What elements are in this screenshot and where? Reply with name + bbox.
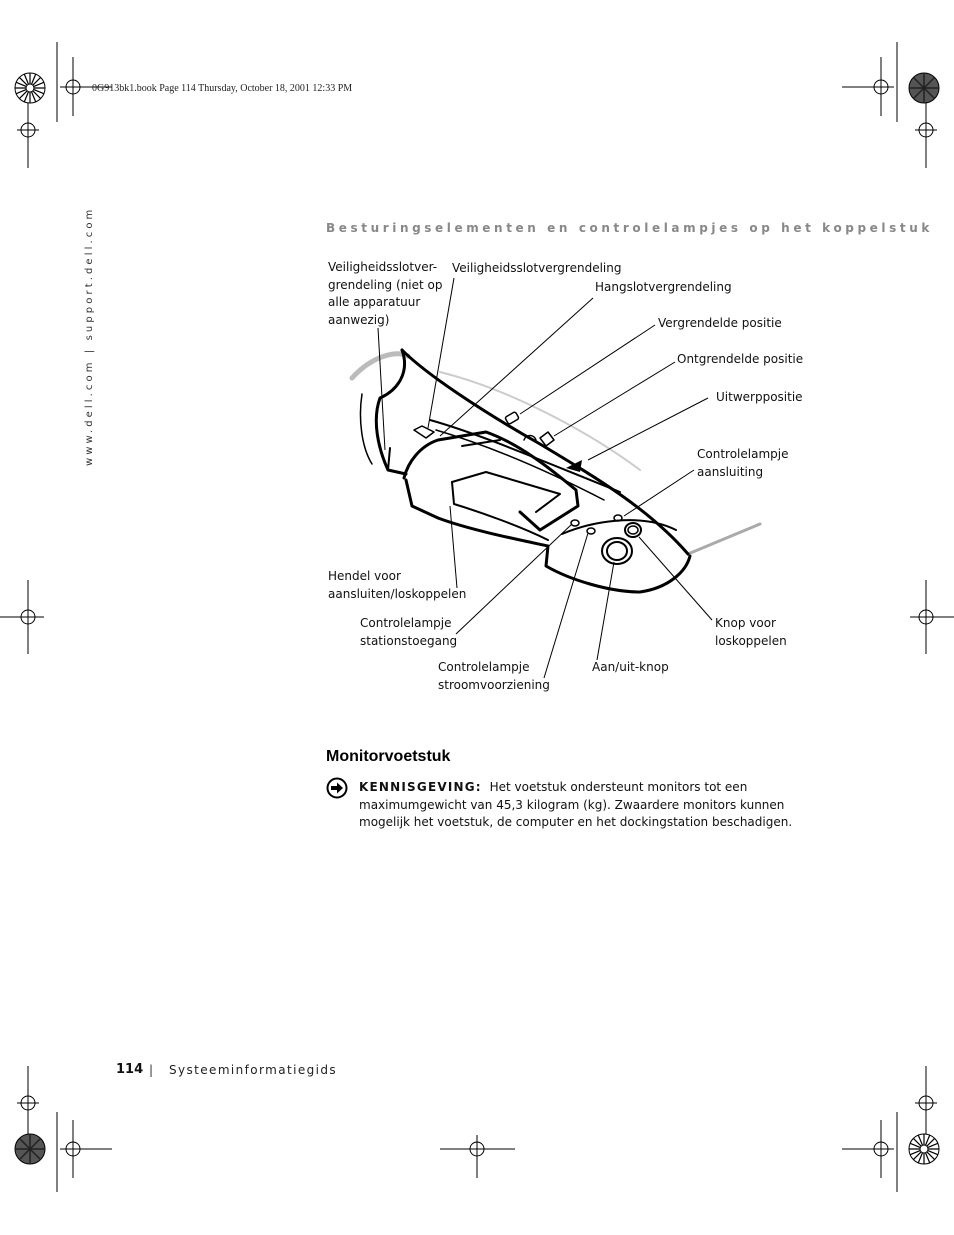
footer-title: Systeeminformatiegids [169, 1063, 338, 1077]
callout-padlock-lock: Hangslotvergrendeling [595, 280, 732, 294]
callout-power-button: Aan/uit-knop [592, 660, 669, 674]
callout-dock-light: Controlelampje aansluiting [697, 447, 789, 479]
callout-security-slot-lock-partial: Veiligheidsslotver- grendeling (niet op alle apparatuur aanwezig) [328, 260, 443, 327]
section-title: Besturingselementen en controlelampjes op het koppelstuk [326, 221, 933, 235]
callout-power-light: Controlelampje stroomvoorziening [438, 660, 550, 692]
notice-label: KENNISGEVING: [359, 780, 482, 794]
callout-undock-button: Knop voor loskoppelen [715, 616, 787, 648]
page-number: 114 [116, 1062, 144, 1077]
callout-station-access-light: Controlelampje stationstoegang [360, 616, 458, 648]
section-heading-monitor-stand: Monitorvoetstuk [326, 748, 451, 765]
callout-dock-lever: Hendel voor aansluiten/loskoppelen [328, 569, 467, 601]
arrow-right-circle-icon [326, 777, 348, 799]
callout-locked-position: Vergrendelde positie [658, 316, 782, 330]
callout-security-slot-lock: Veiligheidsslotvergrendeling [452, 261, 622, 275]
footer-separator: | [149, 1063, 154, 1077]
callout-unlocked-position: Ontgrendelde positie [677, 352, 804, 366]
notice-text: Het voetstuk ondersteunt monitors tot een maximumgewicht van 45,3 kilogram (kg). Zwaardere monitors kunnen mogelijk het voetstuk, de computer en het dockingstation beschadigen. [359, 780, 793, 829]
side-url: www.dell.com | support.dell.com [84, 206, 95, 466]
print-header: 0G913bk1.book Page 114 Thursday, October 18, 2001 12:33 PM [92, 83, 353, 94]
callout-eject-position: Uitwerppositie [716, 390, 803, 404]
notice-block [359, 779, 799, 832]
